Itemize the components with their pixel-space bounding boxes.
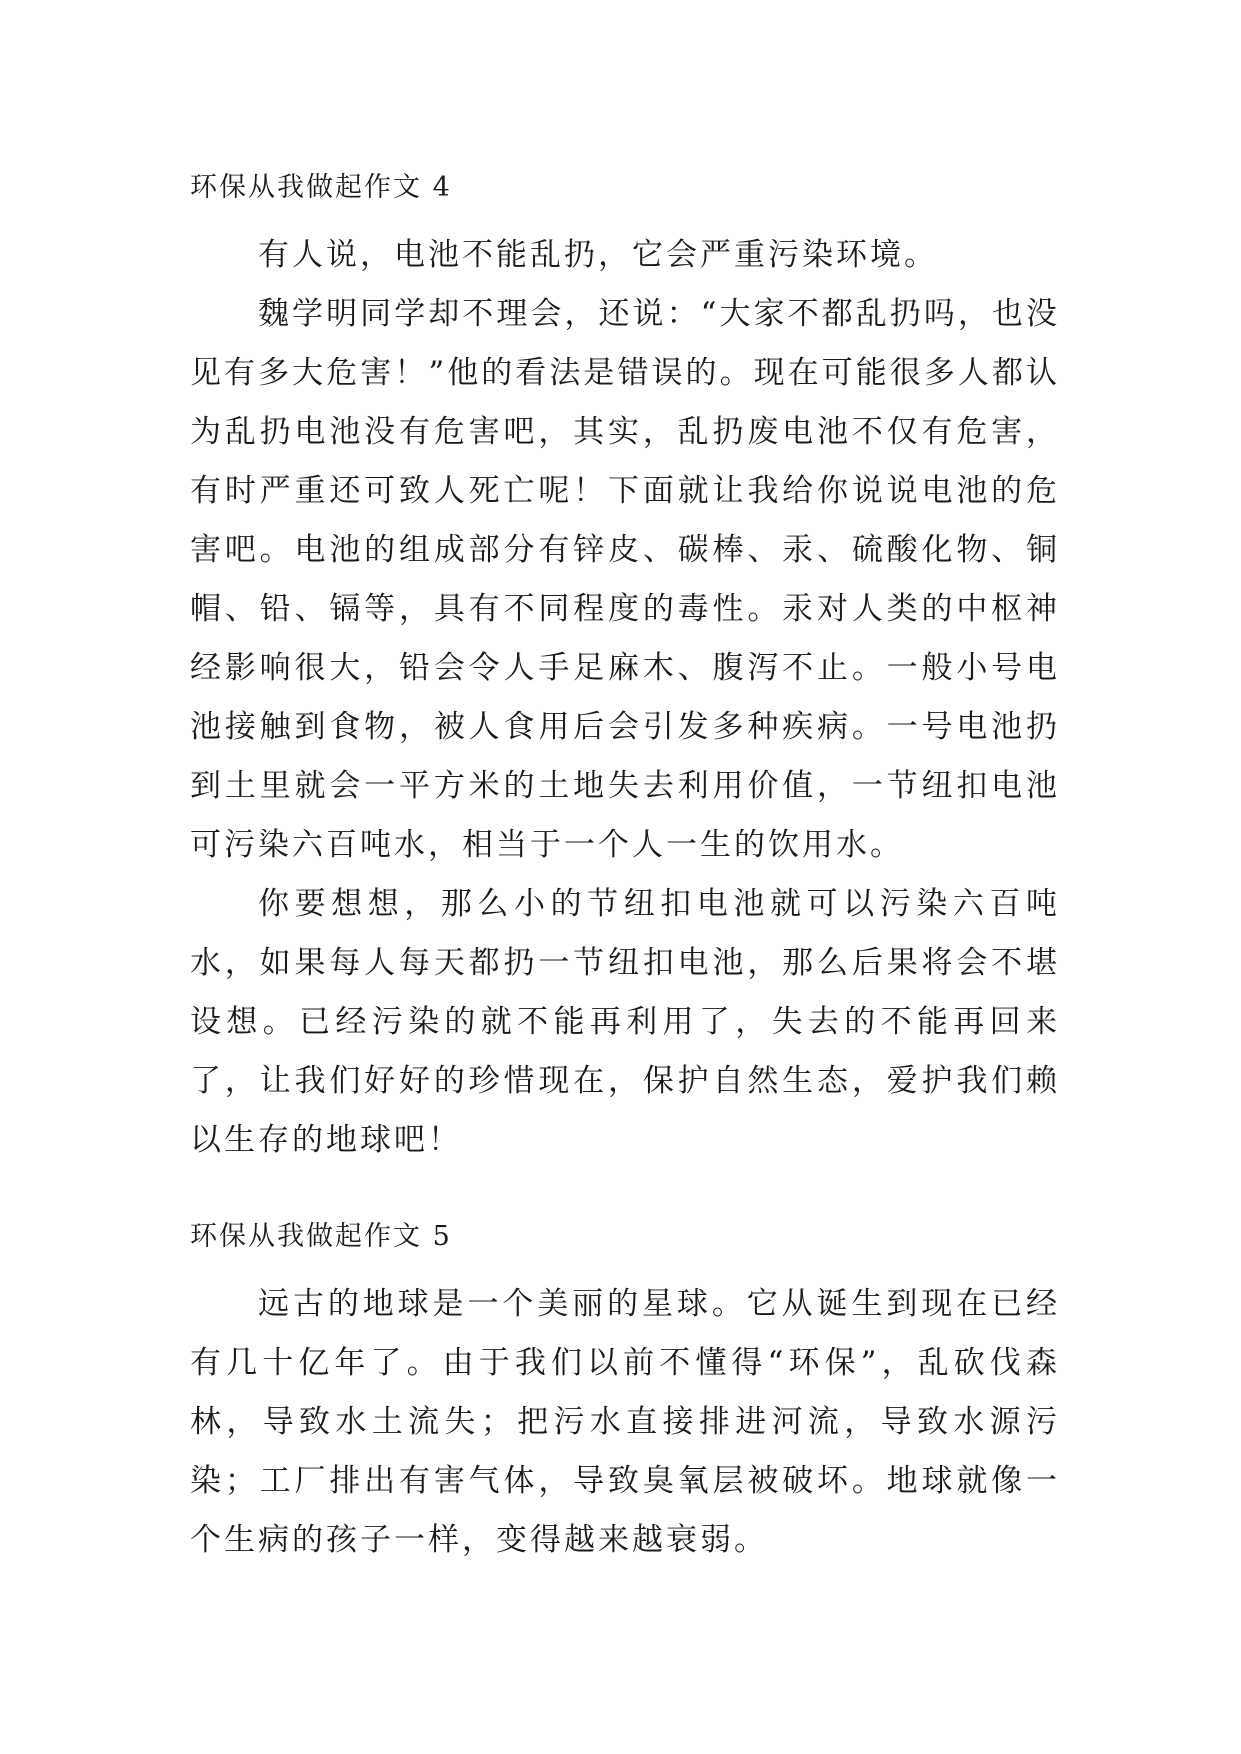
article-paragraph: 你要想想，那么小的节纽扣电池就可以污染六百吨水，如果每人每天都扔一节纽扣电池，那么后果将会不堪设想。已经污染的就不能再利用了，失去的不能再回来了，让我们好好的珍惜现在，保护自然生态，爱护我们赖以生存的地球吧！ (190, 886, 1060, 1158)
article-4 (190, 168, 1060, 1170)
article-title: 环保从我做起作文 5 (190, 1221, 452, 1252)
article-paragraph: 有人说，电池不能乱扔，它会严重污染环境。 (258, 237, 938, 273)
article-title: 环保从我做起作文 4 (190, 172, 452, 203)
article-paragraph: 魏学明同学却不理会，还说：“大家不都乱扔吗，也没见有多大危害！”他的看法是错误的。现在可能很多人都认为乱扔电池没有危害吧，其实，乱扔废电池不仅有危害，有时严重还可致人死亡呢！下面就让我给你说说电池的危害吧。电池的组成部分有锌皮、碳棒、汞、硫酸化物、铜帽、铅、镉等，具有不同程度的毒性。汞对人类的中枢神经影响很大，铅会令人手足麻木、腹泻不止。一般小号电池接触到食物，被人食用后会引发多种疾病。一号电池扔到土里就会一平方米的土地失去利用价值，一节纽扣电池可污染六百吨水，相当于一个人一生的饮用水。 (190, 296, 1060, 863)
article-paragraph: 远古的地球是一个美丽的星球。它从诞生到现在已经有几十亿年了。由于我们以前不懂得“环保”，乱砍伐森林，导致水土流失；把污水直接排进河流，导致水源污染；工厂排出有害气体，导致臭氧层被破坏。地球就像一个生病的孩子一样，变得越来越衰弱。 (190, 1286, 1060, 1558)
article-5 (190, 1217, 1060, 1570)
